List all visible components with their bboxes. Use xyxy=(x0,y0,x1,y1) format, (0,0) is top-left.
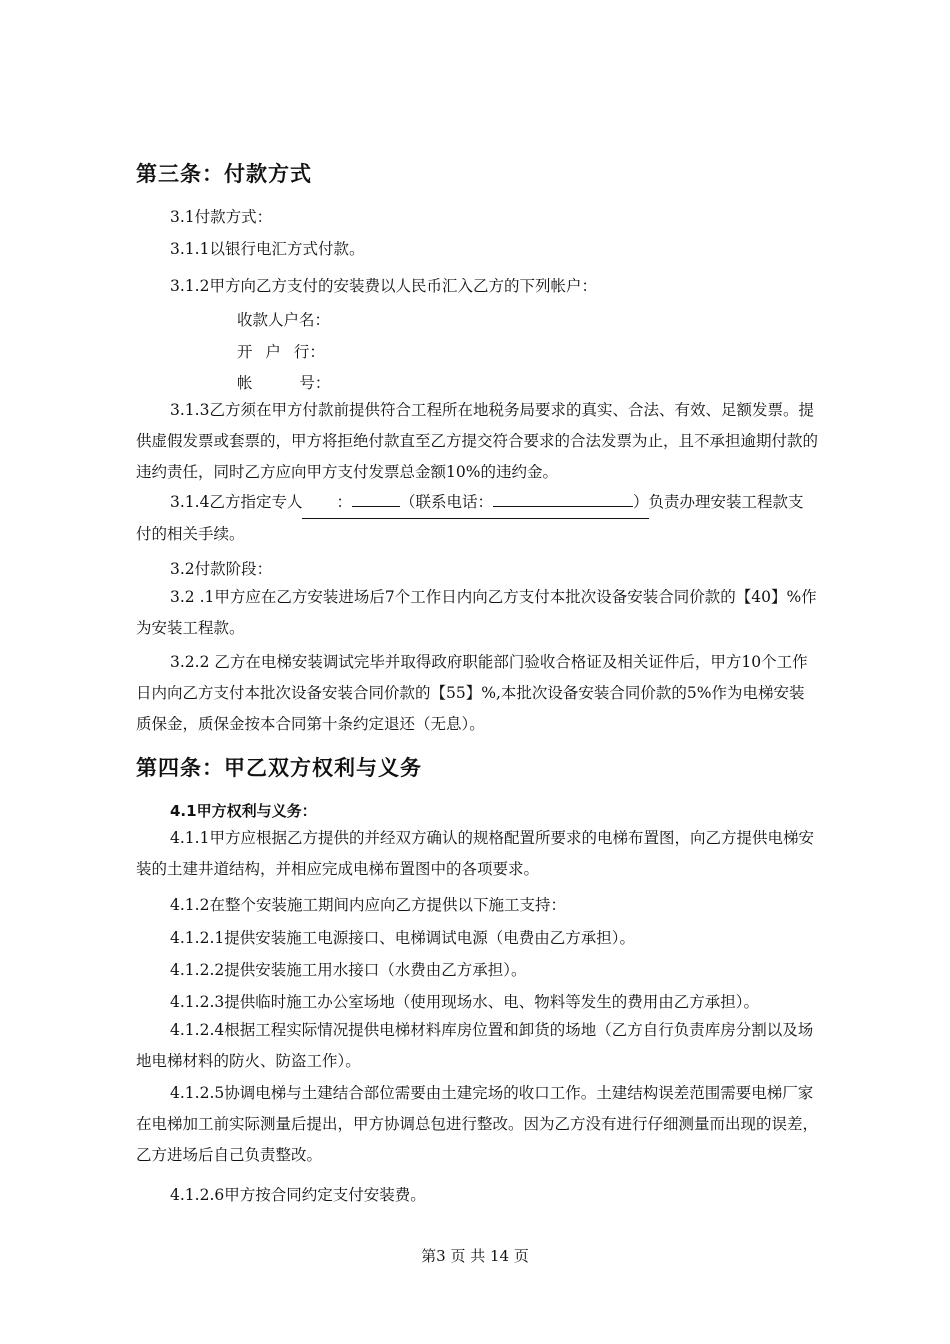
clause-4-1-2-3: 4.1.2.3提供临时施工办公室场地（使用现场水、电、物料等发生的费用由乙方承担）。 xyxy=(170,993,759,1011)
clause-3-1: 3.1付款方式： xyxy=(170,208,273,226)
clause-3-2-2: 3.2.2 乙方在电梯安装调试完毕并取得政府职能部门验收合格证及相关证件后，甲方10个工作日内向乙方支付本批次设备安装合同价款的【55】%,本批次设备安装合同价款的5%作为电梯安装质保金，质保金按本合同第十条约定退还（无息）。 xyxy=(136,653,808,733)
account-bank-label: 开 户 行： xyxy=(237,343,325,361)
clause-3-1-3: 3.1.3乙方须在甲方付款前提供符合工程所在地税务局要求的真实、合法、有效、足额发票。提供虚假发票或套票的，甲方将拒绝付款直至乙方提交符合要求的合法发票为止，且不承担逾期付款的违约责任，同时乙方应向甲方支付发票总金额10%的违约金。 xyxy=(136,401,819,481)
clause-4-1-2-1: 4.1.2.1提供安装施工电源接口、电梯调试电源（电费由乙方承担）。 xyxy=(170,929,635,947)
clause-3-1-1: 3.1.1以银行电汇方式付款。 xyxy=(170,240,365,258)
clause-4-1-2-5: 4.1.2.5协调电梯与土建结合部位需要由土建完场的收口工作。土建结构误差范围需要电梯厂家在电梯加工前实际测量后提出，甲方协调总包进行整改。因为乙方没有进行仔细测量而出现的误差，乙方进场后自己负责整改。 xyxy=(136,1084,819,1164)
clause-4-1-2-2: 4.1.2.2提供安装施工用水接口（水费由乙方承担）。 xyxy=(170,961,527,979)
clause-3-1-4 xyxy=(136,487,818,550)
section-4-heading: 第四条：甲乙双方权利与义务 xyxy=(136,756,422,780)
clause-3-2: 3.2付款阶段： xyxy=(170,560,273,578)
section-3-heading: 第三条：付款方式 xyxy=(136,162,312,186)
clause-4-1-2-4: 4.1.2.4根据工程实际情况提供电梯材料库房位置和卸货的场地（乙方自行负责库房分割以及场地电梯材料的防火、防盗工作）。 xyxy=(136,1021,814,1070)
clause-3-1-4-tail: 负责办理安装工程款支付的相关手续。 xyxy=(136,493,804,543)
clause-4-1-2-6: 4.1.2.6甲方按合同约定支付安装费。 xyxy=(170,1186,426,1204)
clause-4-1-1: 4.1.1甲方应根据乙方提供的并经双方确认的规格配置所要求的电梯布置图，向乙方提供电梯安装的土建井道结构，并相应完成电梯布置图中的各项要求。 xyxy=(136,829,814,878)
clause-3-1-4-lead: 3.1.4乙方指定专人 xyxy=(170,493,303,511)
account-name-label: 收款人户名： xyxy=(237,311,331,329)
clause-3-1-2: 3.1.2甲方向乙方支付的安装费以人民币汇入乙方的下列帐户： xyxy=(170,277,597,295)
clause-3-2-1: 3.2 .1甲方应在乙方安装进场后7个工作日内向乙方支付本批次设备安装合同价款的【40】%作为安装工程款。 xyxy=(136,588,817,637)
designee-field: ： （联系电话： ） xyxy=(302,487,648,519)
account-number-label: 帐 号： xyxy=(237,374,331,392)
clause-4-1-2: 4.1.2在整个安装施工期间内应向乙方提供以下施工支持： xyxy=(170,896,566,914)
page-footer: 第3 页 共 14 页 xyxy=(421,1247,529,1265)
clause-4-1: 4.1甲方权利与义务： xyxy=(170,802,317,820)
